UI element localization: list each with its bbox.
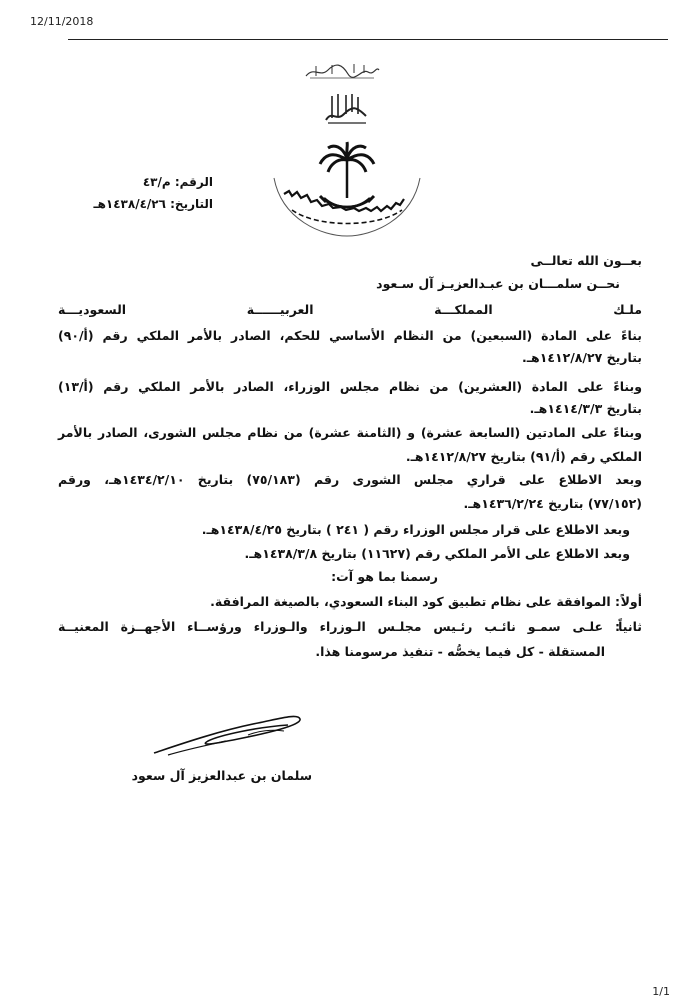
decree-intro: رسمنا بما هو آت: (331, 569, 438, 584)
para3-line2: الملكي رقم (أ/٩١) بتاريخ ١٤١٢/٨/٢٧هـ. (405, 449, 642, 464)
para4-line1: وبعد الاطلاع على قراري مجلس الشورى رقم (٧٥/١٨٣) بتاريخ ١٤٣٤/٢/١٠هـ، ورقم (58, 472, 642, 487)
header-rule (68, 39, 668, 40)
king-name-line: نحــن سلمـــان بن عبـدالعزيـز آل سـعود (376, 276, 620, 291)
handwritten-signature (148, 705, 308, 760)
shahada-calligraphy (322, 92, 370, 126)
para1-line2: بتاريخ ١٤١٢/٨/٢٧هـ. (522, 350, 642, 365)
page-number: 1/1 (652, 985, 670, 998)
palm-tree-icon (320, 142, 374, 198)
basmala-calligraphy (302, 60, 382, 82)
para2-line2: بتاريخ ١٤١٤/٣/٣هـ. (529, 401, 642, 416)
king-title-line: ملـك المملكـــة العربيــــــة السعوديـــة (58, 302, 642, 317)
para4-line2: (٧٧/١٥٢) بتاريخ ١٤٣٦/٢/٢٤هـ. (463, 496, 642, 511)
para5-line: وبعد الاطلاع على قرار مجلس الوزراء رقم ( ٢٤١ ) بتاريخ ١٤٣٨/٤/٢٥هـ. (201, 522, 630, 537)
para3-line1: وبناءً على المادتين (السابعة عشرة) و (الثامنة عشرة) من نظام مجلس الشورى، الصادر بالأمر (58, 425, 642, 440)
reference-number: الرقم: م/٤٣ (142, 175, 213, 189)
para2-line1: وبناءً على المادة (العشرين) من نظام مجلس الوزراء، الصادر بالأمر الملكي رقم (أ/١٣) (58, 379, 642, 394)
item-second-label: ثانياً (618, 619, 642, 634)
item-first-label: أولاً (620, 594, 642, 609)
print-date: 12/11/2018 (30, 15, 94, 28)
opening-line: بعــون الله تعالــى (530, 253, 642, 268)
reference-date: التاريخ: ١٤٣٨/٤/٢٦هـ (93, 197, 213, 211)
item-first-text: : الموافقة على نظام تطبيق كود البناء السعودي، بالصيغة المرافقة. (210, 594, 620, 609)
signatory-name: سلمان بن عبدالعزيز آل سعود (131, 768, 312, 783)
saudi-emblem (262, 140, 432, 240)
para6-line: وبعد الاطلاع على الأمر الملكي رقم (١١٦٢٧) بتاريخ ١٤٣٨/٣/٨هـ. (244, 546, 630, 561)
item-second-text-line1: : علـى سمـو نائـب رئـيس مجلـس الـوزراء والـوزراء ورؤســاء الأجهــزة المعنيــة (58, 619, 620, 634)
para1-line1: بناءً على المادة (السبعين) من النظام الأساسي للحكم، الصادر بالأمر الملكي رقم (أ/٩٠) (58, 328, 642, 343)
item-second-text-line2: المستقلة - كل فيما يخصُّه - تنفيذ مرسومنا هذا. (315, 644, 605, 659)
